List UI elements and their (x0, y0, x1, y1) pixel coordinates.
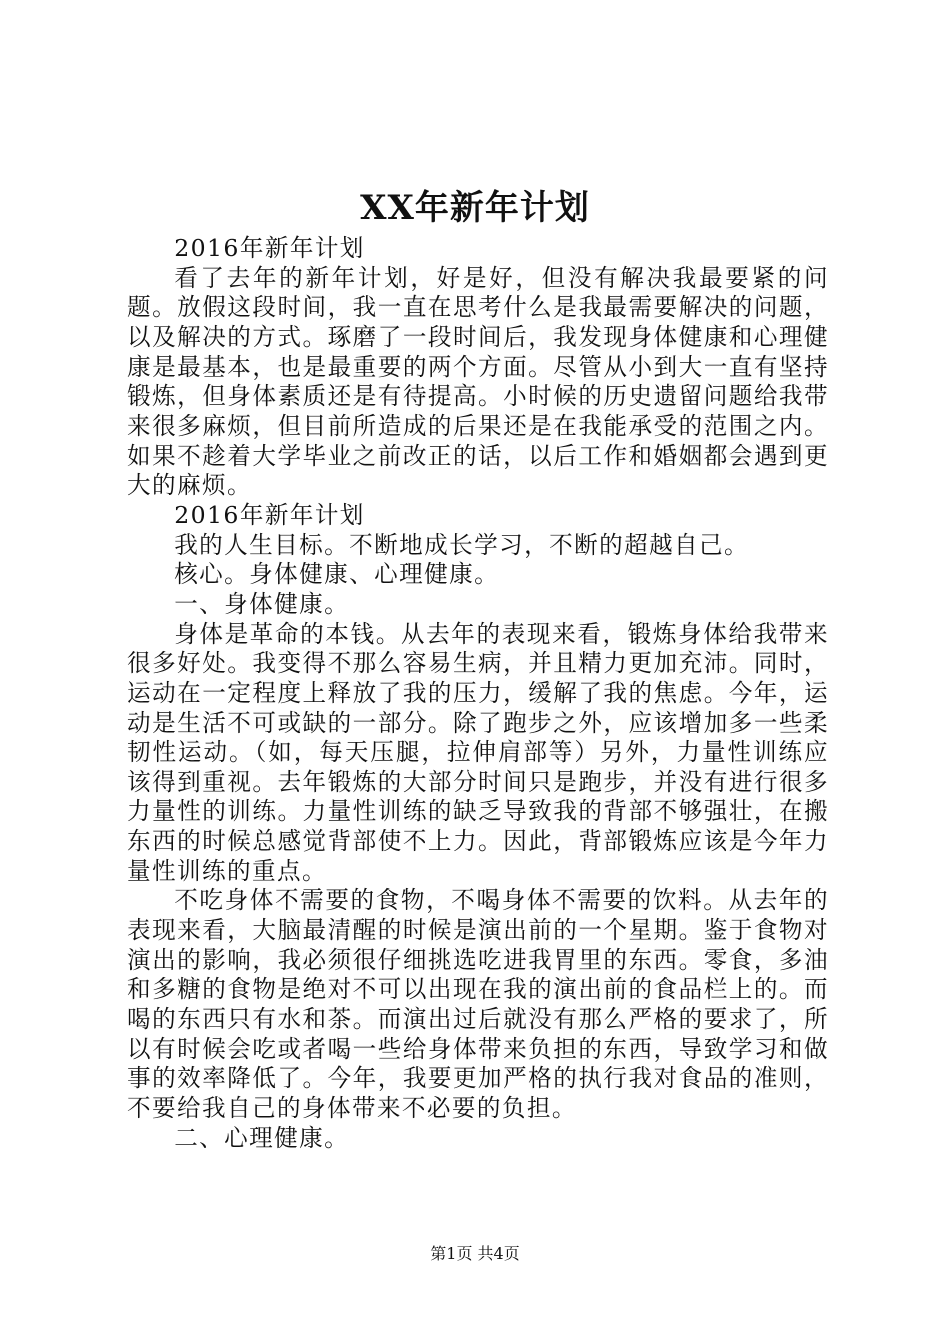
heading-plan-2016-repeat: 2016年新年计划 (174, 500, 365, 529)
document-body (127, 234, 829, 1153)
document-title: XX年新年计划 (360, 188, 590, 228)
paragraph-diet: 不吃身体不需要的食物，不喝身体不需要的饮料。从去年的表现来看，大脑最清醒的时候是演出前的一个星期。鉴于食物对演出的影响，我必须很仔细挑选吃进我胃里的东西。零食，多油和多糖的食物是绝对不可以出现在我的演出前的食品栏上的。而喝的东西只有水和茶。而演出过后就没有那么严格的要求了，所以有时候会吃或者喝一些给身体带来负担的东西，导致学习和做事的效率降低了。今年，我要更加严格的执行我对食品的准则，不要给我自己的身体带来不必要的负担。 (127, 886, 829, 1123)
page-number-footer: 第1页 共4页 (430, 1244, 520, 1263)
section-heading-physical-health: 一、身体健康。 (174, 589, 350, 618)
paragraph-core: 核心。身体健康、心理健康。 (174, 560, 500, 589)
paragraph-exercise: 身体是革命的本钱。从去年的表现来看，锻炼身体给我带来很多好处。我变得不那么容易生病，并且精力更加充沛。同时，运动在一定程度上释放了我的压力，缓解了我的焦虑。今年，运动是生活不可或缺的一部分。除了跑步之外，应该增加多一些柔韧性运动。（如，每天压腿，拉伸肩部等）另外，力量性训练应该得到重视。去年锻炼的大部分时间只是跑步，并没有进行很多力量性的训练。力量性训练的缺乏导致我的背部不够强壮，在搬东西的时候总感觉背部使不上力。因此，背部锻炼应该是今年力量性训练的重点。 (127, 619, 829, 885)
paragraph-life-goal: 我的人生目标。不断地成长学习，不断的超越自己。 (174, 530, 750, 559)
paragraph-intro: 看了去年的新年计划，好是好，但没有解决我最要紧的问题。放假这段时间，我一直在思考什么是我最需要解决的问题，以及解决的方式。琢磨了一段时间后，我发现身体健康和心理健康是最基本，也是最重要的两个方面。尽管从小到大一直有坚持锻炼，但身体素质还是有待提高。小时候的历史遗留问题给我带来很多麻烦，但目前所造成的后果还是在我能承受的范围之内。如果不趁着大学毕业之前改正的话，以后工作和婚姻都会遇到更大的麻烦。 (127, 263, 829, 500)
section-heading-mental-health: 二、心理健康。 (174, 1123, 350, 1152)
heading-plan-2016: 2016年新年计划 (174, 234, 365, 262)
